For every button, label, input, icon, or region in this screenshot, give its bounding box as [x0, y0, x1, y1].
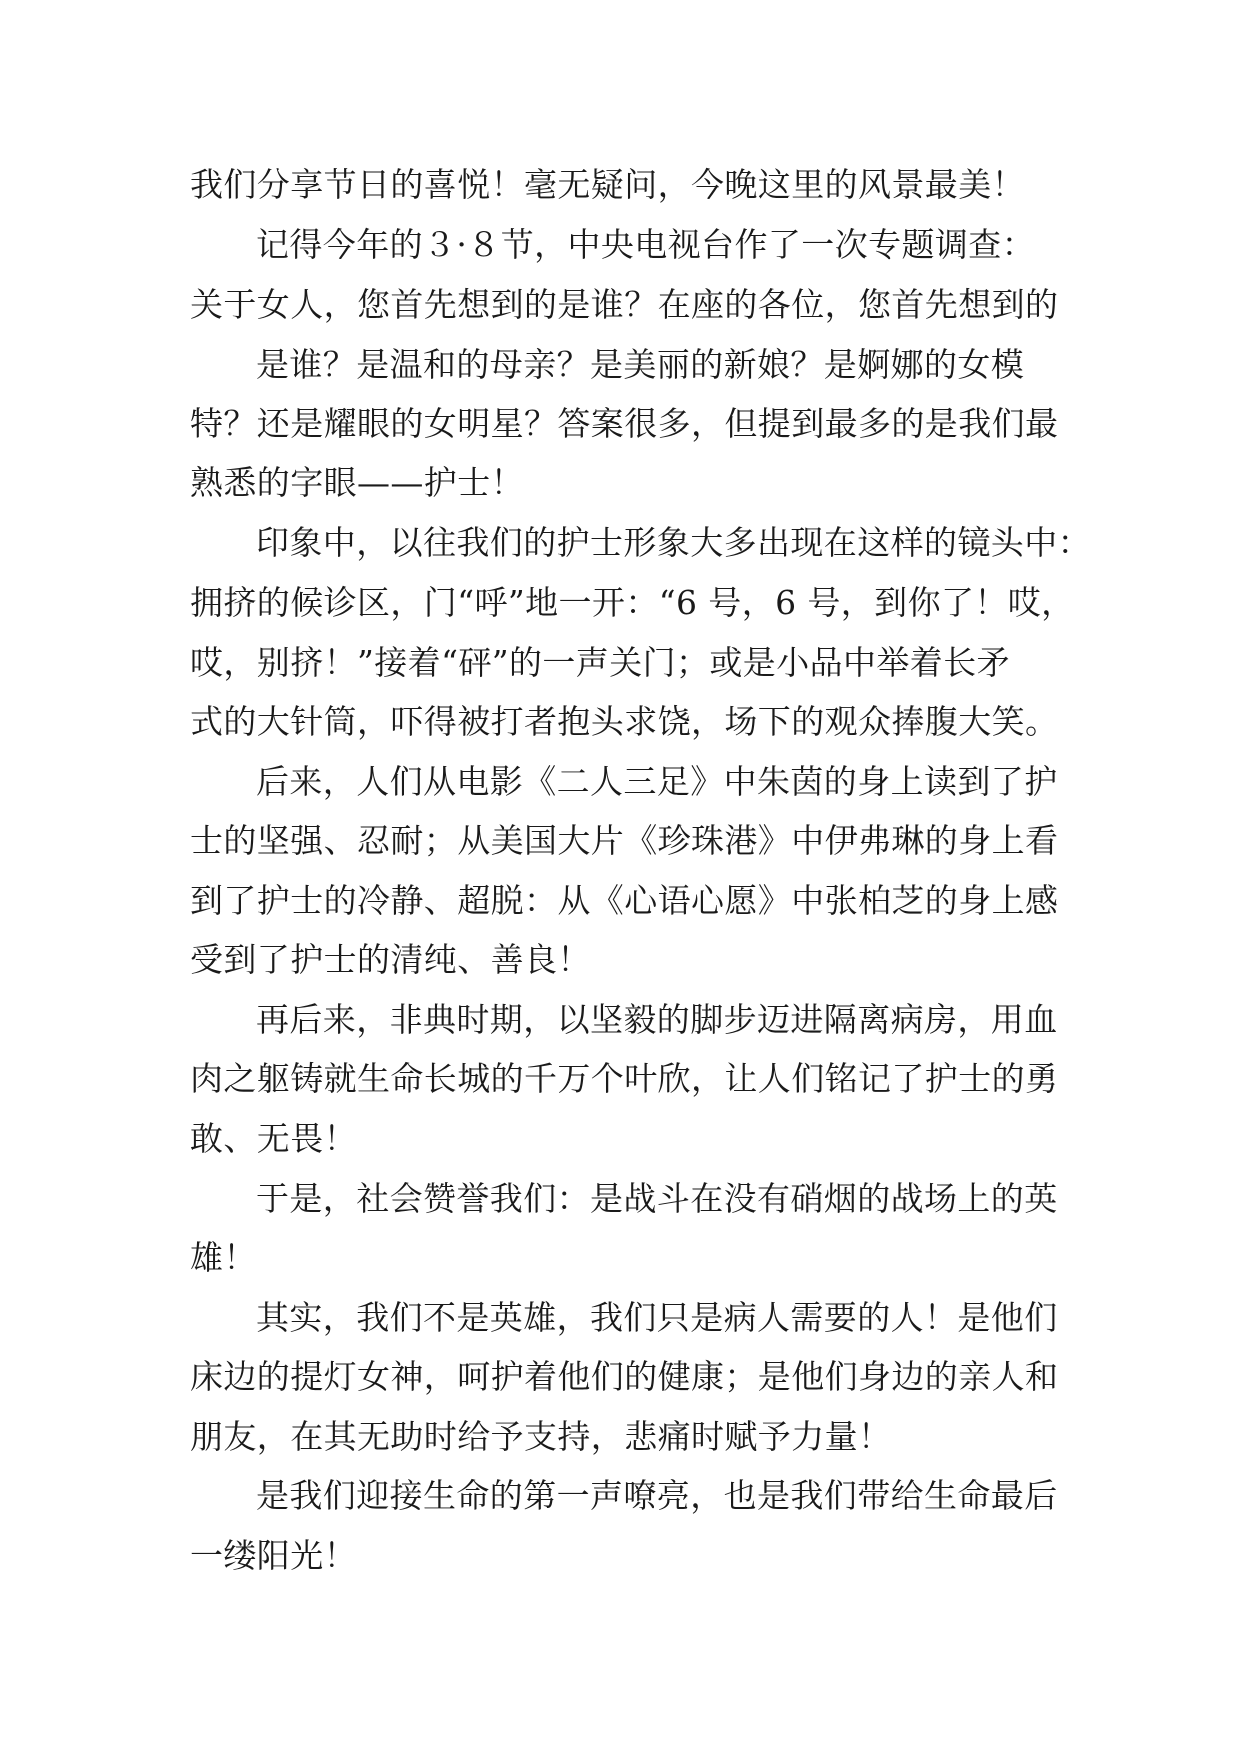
text-line: 记得今年的３·８节，中央电视台作了一次专题调查：: [256, 225, 1036, 264]
text-line: 印象中，以往我们的护士形象大多出现在这样的镜头中：: [256, 523, 1091, 562]
text-line: 是我们迎接生命的第一声嘹亮，也是我们带给生命最后: [256, 1476, 1058, 1515]
text-line: 关于女人，您首先想到的是谁？在座的各位，您首先想到的: [190, 285, 1059, 324]
text-line: 床边的提灯女神，呵护着他们的健康；是他们身边的亲人和: [190, 1357, 1059, 1396]
text-line: 哎，别挤！”接着“砰”的一声关门；或是小品中举着长矛: [190, 643, 1011, 682]
text-line: 敢、无畏！: [190, 1119, 357, 1158]
text-line: 受到了护士的清纯、善良！: [190, 940, 591, 979]
text-line: 朋友，在其无助时给予支持，悲痛时赋予力量！: [190, 1417, 892, 1456]
text-line: 再后来，非典时期，以坚毅的脚步迈进隔离病房，用血: [256, 1000, 1058, 1039]
text-line: 到了护士的冷静、超脱：从《心语心愿》中张柏芝的身上感: [190, 881, 1059, 920]
text-line: 我们分享节日的喜悦！毫无疑问，今晚这里的风景最美！: [190, 165, 1025, 204]
text-line: 肉之躯铸就生命长城的千万个叶欣，让人们铭记了护士的勇: [190, 1059, 1059, 1098]
text-line: 拥挤的候诊区，门“呼”地一开：“6 号，6 号，到你了！哎，: [190, 583, 1075, 622]
text-line: 熟悉的字眼——护士！: [190, 463, 524, 502]
text-line: 雄！: [190, 1238, 257, 1277]
text-line: 士的坚强、忍耐；从美国大片《珍珠港》中伊弗琳的身上看: [190, 821, 1059, 860]
text-line: 于是，社会赞誉我们：是战斗在没有硝烟的战场上的英: [256, 1179, 1058, 1218]
text-line: 后来，人们从电影《二人三足》中朱茵的身上读到了护: [256, 762, 1058, 801]
text-line: 一缕阳光！: [190, 1536, 357, 1575]
text-line: 是谁？是温和的母亲？是美丽的新娘？是婀娜的女模: [256, 345, 1025, 384]
text-line: 特？还是耀眼的女明星？答案很多，但提到最多的是我们最: [190, 404, 1059, 443]
text-line: 其实，我们不是英雄，我们只是病人需要的人！是他们: [256, 1298, 1058, 1337]
text-line: 式的大针筒，吓得被打者抱头求饶，场下的观众捧腹大笑。: [190, 702, 1059, 741]
